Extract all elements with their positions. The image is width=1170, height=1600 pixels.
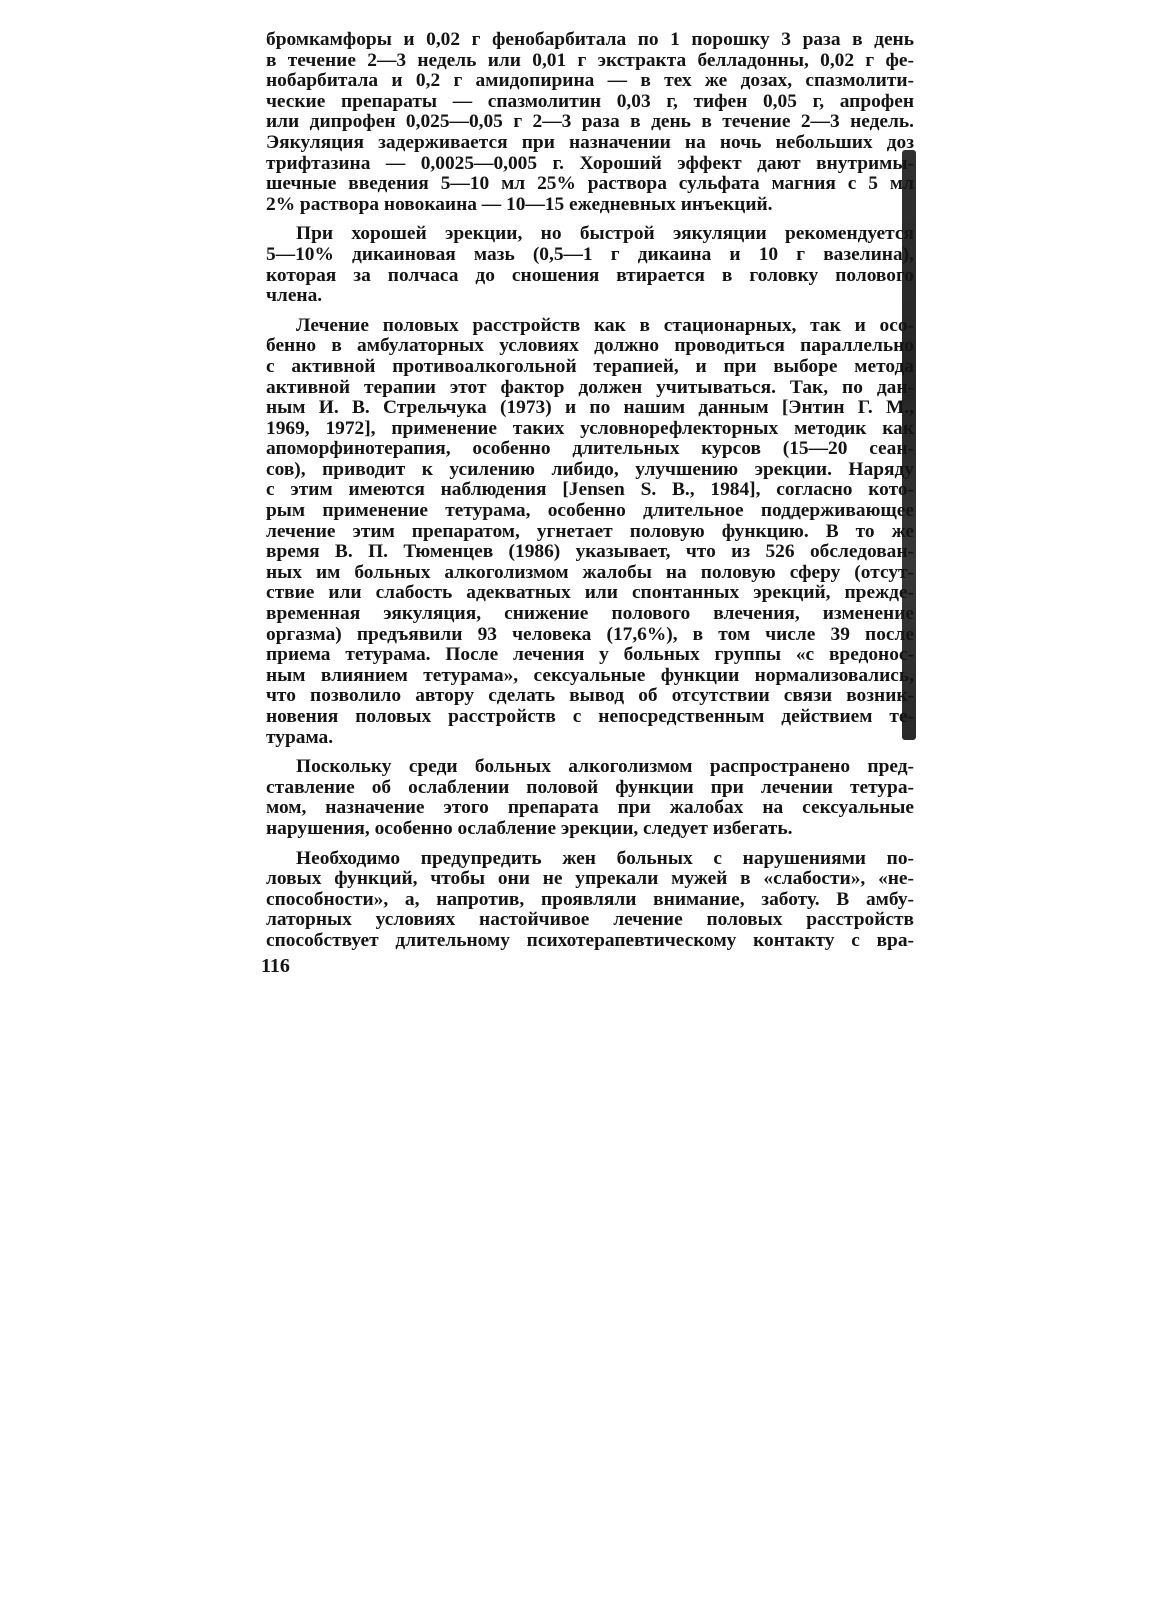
text-line: с этим имеются наблюдения [Jensen S. B., 1984], согласно кото- (266, 480, 914, 501)
text-line: апоморфинотерапия, особенно длительных курсов (15—20 сеан- (266, 439, 914, 460)
text-line: 2% раствора новокаина — 10—15 ежедневных инъекций. (266, 194, 773, 215)
text-line: ческие препараты — спазмолитин 0,03 г, тифен 0,05 г, апрофен (266, 91, 914, 112)
text-line: оргазма) предъявили 93 человека (17,6%), в том числе 39 после (266, 624, 914, 645)
text-line: Лечение половых расстройств как в стационарных, так и осо- (296, 315, 914, 336)
text-line: время В. П. Тюменцев (1986) указывает, что из 526 обследован- (266, 542, 914, 563)
text-line: бенно в амбулаторных условиях должно проводиться параллельно (266, 336, 914, 357)
text-line: новения половых расстройств с непосредственным действием те- (266, 707, 914, 727)
text-line: бромкамфоры и 0,02 г фенобарбитала по 1 порошку 3 раза в день (266, 30, 914, 50)
text-line: способности», а, напротив, проявляли внимание, заботу. В амбу- (266, 889, 914, 910)
paragraph-4 (266, 757, 914, 839)
paragraph-5 (266, 849, 914, 952)
text-line: ствие или слабость адекватных или спонтанных эрекций, прежде- (266, 583, 914, 604)
paragraph-1 (266, 30, 914, 215)
text-line: При хорошей эрекции, но быстрой эякуляции рекомендуется (296, 224, 914, 245)
text-line: активной терапии этот фактор должен учитываться. Так, по дан- (266, 377, 914, 398)
text-line: нобарбитала и 0,2 г амидопирина — в тех же дозах, спазмолити- (266, 71, 914, 92)
page-number: 116 (261, 955, 290, 977)
text-line: 5—10% дикаиновая мазь (0,5—1 г дикаина и 10 г вазелина), (266, 244, 914, 265)
text-line: ным И. В. Стрельчука (1973) и по нашим данным [Энтин Г. М., (266, 398, 914, 419)
text-line: латорных условиях настойчивое лечение половых расстройств (266, 910, 914, 931)
text-line: 1969, 1972], применение таких условнорефлекторных методик как (266, 418, 914, 439)
text-line: ловых функций, чтобы они не упрекали мужей в «слабости», «не- (266, 869, 914, 890)
text-line: нарушения, особенно ослабление эрекции, следует избегать. (266, 818, 793, 839)
text-line: ставление об ослаблении половой функции при лечении тетура- (266, 777, 914, 798)
text-line: временная эякуляция, снижение полового влечения, изменение (266, 604, 914, 625)
text-line: сов), приводит к усилению либидо, улучшению эрекции. Наряду (266, 459, 914, 480)
text-line: Поскольку среди больных алкоголизмом распространено пред- (296, 757, 914, 778)
text-line: рым применение тетурама, особенно длительное поддерживающее (266, 501, 914, 522)
text-line: приема тетурама. После лечения у больных группы «с вредонос- (266, 645, 914, 666)
text-line: или дипрофен 0,025—0,05 г 2—3 раза в день в течение 2—3 недель. (266, 112, 914, 133)
text-line: члена. (266, 286, 323, 307)
text-line: ных им больных алкоголизмом жалобы на половую сферу (отсут- (266, 562, 914, 583)
text-line: трифтазина — 0,0025—0,005 г. Хороший эффект дают внутримы- (266, 153, 914, 174)
text-line: что позволило автору сделать вывод об отсутствии связи возник- (266, 686, 914, 707)
text-line: мом, назначение этого препарата при жалобах на сексуальные (266, 798, 914, 819)
paragraph-2 (266, 224, 914, 306)
text-line: Эякуляция задерживается при назначении на ночь небольших доз (266, 132, 914, 153)
text-line: которая за полчаса до сношения втирается в головку полового (266, 265, 914, 286)
text-line: способствует длительному психотерапевтическому контакту с вра- (266, 930, 914, 951)
text-line: с активной противоалкогольной терапией, и при выборе метода (266, 356, 914, 377)
text-line: в течение 2—3 недель или 0,01 г экстракта белладонны, 0,02 г фе- (266, 50, 914, 71)
text-line: турама. (266, 727, 334, 748)
text-line: ным влиянием тетурама», сексуальные функции нормализовались, (266, 665, 914, 686)
paragraph-3 (266, 316, 914, 748)
text-line: лечение этим препаратом, угнетает половую функцию. В то же (266, 521, 914, 542)
text-line: шечные введения 5—10 мл 25% раствора сульфата магния с 5 мл (266, 174, 914, 195)
body-text (266, 30, 914, 952)
text-line: Необходимо предупредить жен больных с нарушениями по- (296, 848, 914, 869)
